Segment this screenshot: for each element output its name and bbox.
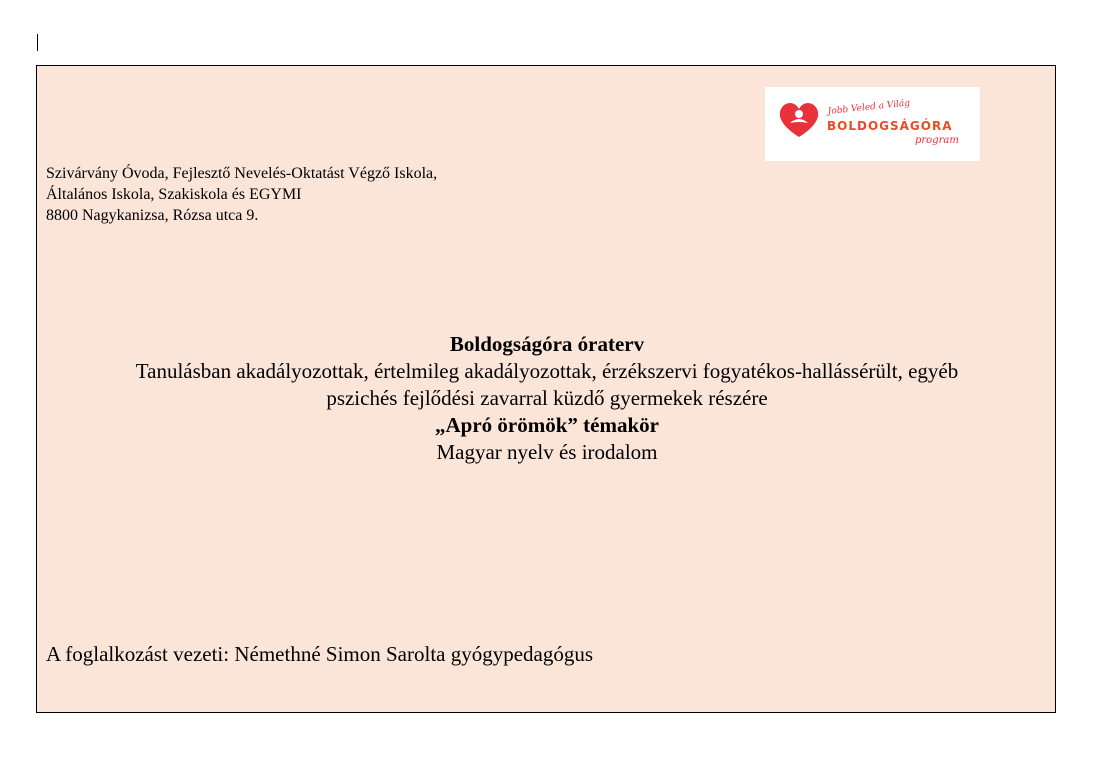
- text-cursor: [37, 34, 38, 51]
- topic-title: „Apró örömök” témakör: [435, 413, 659, 437]
- figure-head-icon: [795, 110, 803, 118]
- logo-tagline: Jobb Veled a Világ: [827, 98, 911, 117]
- school-address: [46, 163, 437, 226]
- cover-frame: [36, 65, 1056, 713]
- boldogsagora-logo: [765, 87, 980, 161]
- target-group-line-1: Tanulásban akadályozottak, értelmileg akadályozottak, érzékszervi fogyatékos-hallássérült, egyéb: [135, 359, 959, 383]
- address-line-2: Általános Iskola, Szakiskola és EGYMI: [46, 186, 302, 203]
- subject-name: Magyar nyelv és irodalom: [436, 440, 658, 464]
- address-line-1: Szivárvány Óvoda, Fejlesztő Nevelés-Oktatást Végző Iskola,: [46, 165, 438, 182]
- target-group-line-2: pszichés fejlődési zavarral küzdő gyermekek részére: [326, 386, 768, 410]
- logo-name: BOLDOGSÁGÓRA: [827, 119, 953, 133]
- session-leader: A foglalkozást vezeti: Némethné Simon Sarolta gyógypedagógus: [46, 642, 594, 666]
- logo-graphic: [765, 87, 980, 161]
- address-line-3: 8800 Nagykanizsa, Rózsa utca 9.: [46, 207, 259, 224]
- lesson-header: [37, 331, 1057, 466]
- logo-sub: program: [915, 135, 959, 146]
- document-title: Boldogságóra óraterv: [449, 332, 645, 356]
